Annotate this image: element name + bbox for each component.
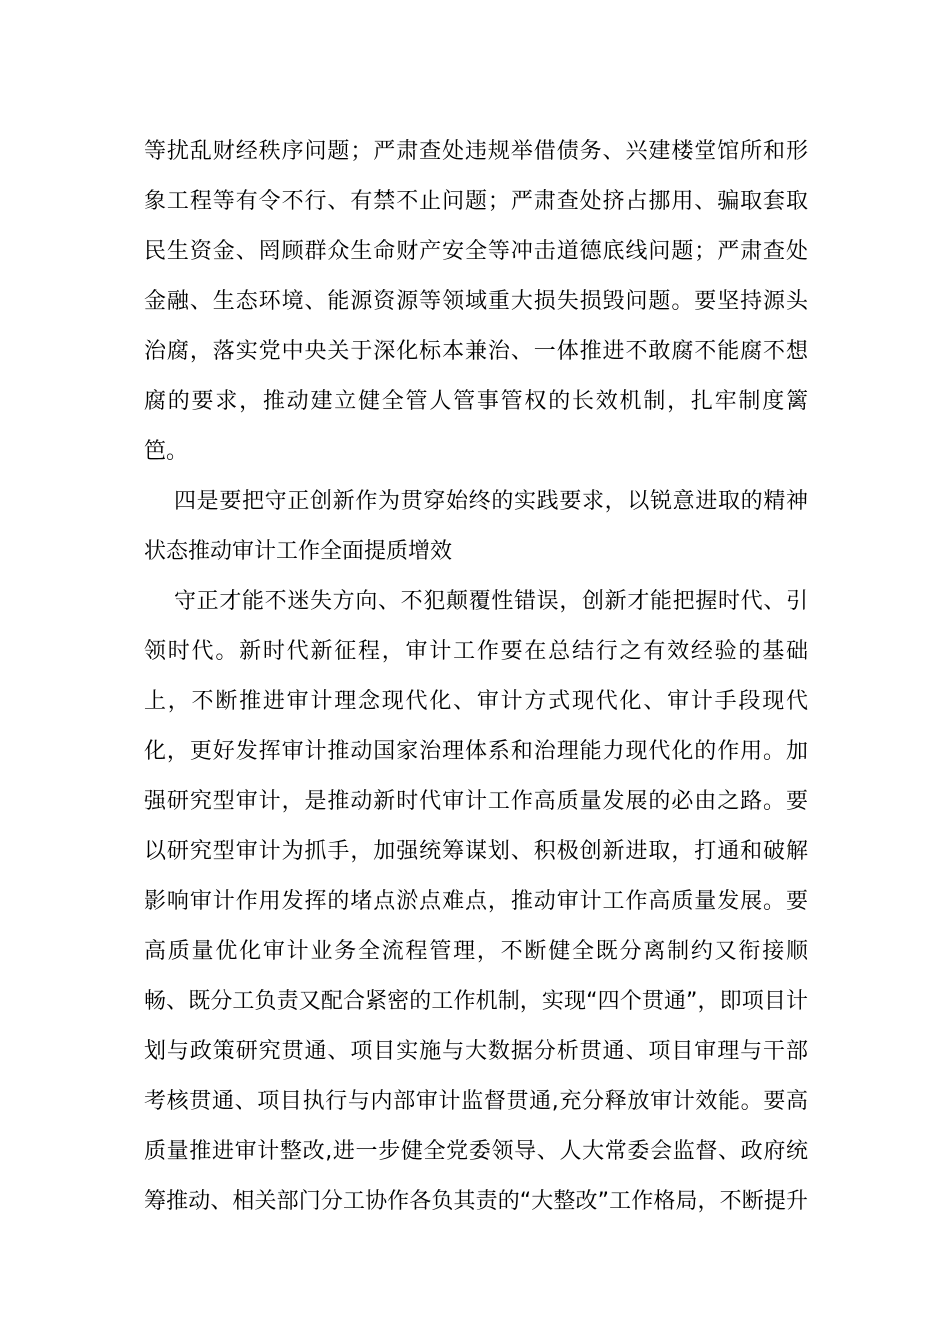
text-line: 高质量优化审计业务全流程管理，不断健全既分离制约又衔接顺: [144, 939, 808, 964]
text-line: 畅、既分工负责又配合紧密的工作机制，实现“四个贯通”，即项目计: [144, 989, 808, 1014]
text-line: 腐的要求，推动建立健全管人管事管权的长效机制，扎牢制度篱: [144, 389, 808, 414]
text-line: 领时代。新时代新征程，审计工作要在总结行之有效经验的基础: [144, 639, 808, 664]
text-line: 化，更好发挥审计推动国家治理体系和治理能力现代化的作用。加: [144, 739, 808, 764]
text-line: 强研究型审计，是推动新时代审计工作高质量发展的必由之路。要: [144, 789, 808, 814]
body-text: [144, 127, 808, 1227]
text-line: 以研究型审计为抓手，加强统筹谋划、积极创新进取，打通和破解: [144, 839, 808, 864]
section-heading-line: 状态推动审计工作全面提质增效: [144, 539, 453, 564]
text-line: 笆。: [144, 439, 189, 464]
text-line: 考核贯通、项目执行与内部审计监督贯通,充分释放审计效能。要高: [144, 1089, 808, 1114]
text-line: 守正才能不迷失方向、不犯颠覆性错误，创新才能把握时代、引: [174, 589, 808, 614]
text-line: 金融、生态环境、能源资源等领域重大损失损毁问题。要坚持源头: [144, 289, 808, 314]
section-heading-line: 四是要把守正创新作为贯穿始终的实践要求，以锐意进取的精神: [174, 489, 808, 514]
text-line: 划与政策研究贯通、项目实施与大数据分析贯通、项目审理与干部: [144, 1039, 808, 1064]
text-line: 治腐，落实党中央关于深化标本兼治、一体推进不敢腐不能腐不想: [144, 339, 808, 364]
text-line: 等扰乱财经秩序问题；严肃查处违规举借债务、兴建楼堂馆所和形: [144, 139, 808, 164]
text-line: 质量推进审计整改,进一步健全党委领导、人大常委会监督、政府统: [144, 1139, 808, 1164]
text-line: 影响审计作用发挥的堵点淤点难点，推动审计工作高质量发展。要: [144, 889, 808, 914]
text-line: 筹推动、相关部门分工协作各负其责的“大整改”工作格局，不断提升: [144, 1189, 808, 1214]
text-line: 民生资金、罔顾群众生命财产安全等冲击道德底线问题；严肃查处: [144, 239, 808, 264]
text-line: 象工程等有令不行、有禁不止问题；严肃查处挤占挪用、骗取套取: [144, 189, 808, 214]
text-line: 上，不断推进审计理念现代化、审计方式现代化、审计手段现代: [144, 689, 808, 714]
